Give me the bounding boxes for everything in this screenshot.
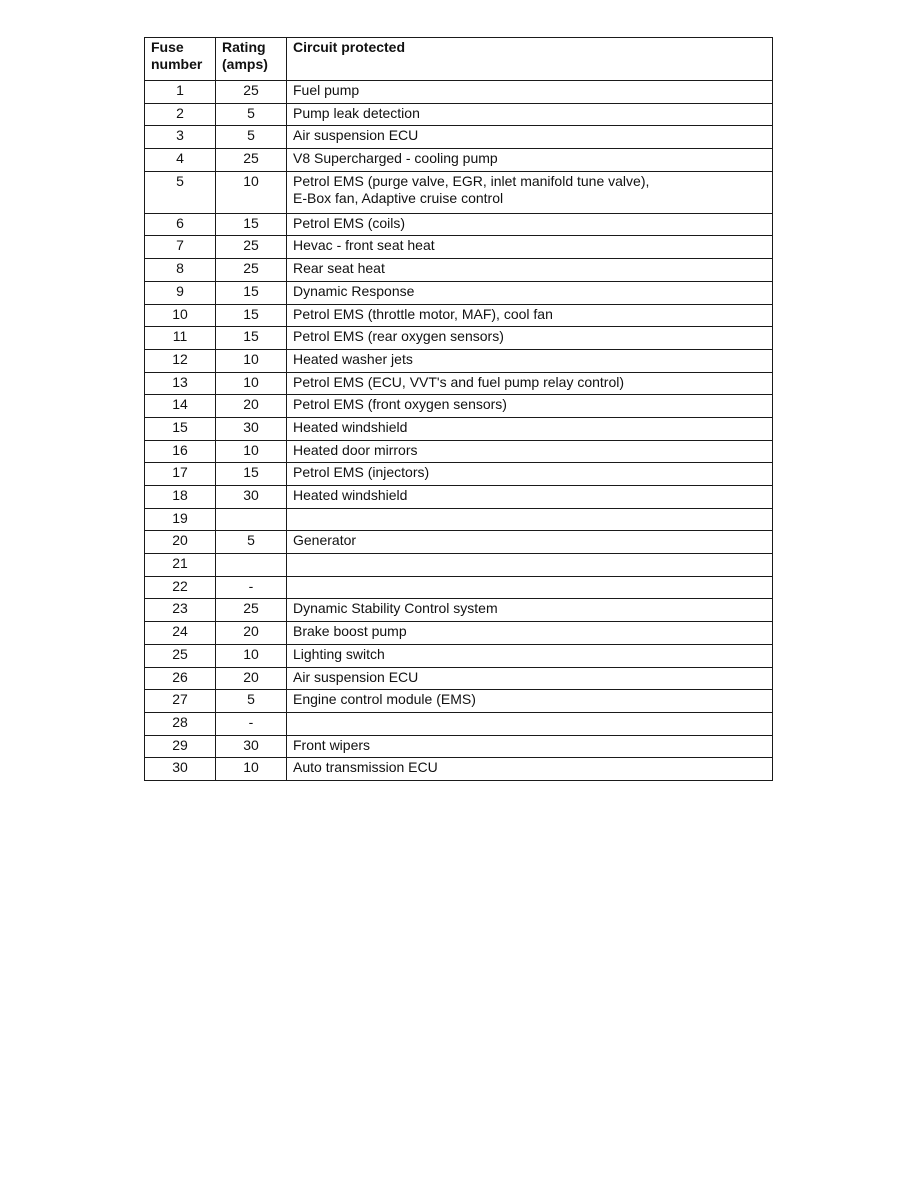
circuit-cell: Rear seat heat — [287, 259, 773, 282]
fuse-number-cell: 18 — [145, 486, 216, 509]
table-row — [145, 281, 773, 304]
rating-cell: 30 — [216, 735, 287, 758]
table-row — [145, 304, 773, 327]
fuse-number-cell: 20 — [145, 531, 216, 554]
rating-cell: 15 — [216, 304, 287, 327]
rating-cell: 5 — [216, 103, 287, 126]
rating-cell: 20 — [216, 667, 287, 690]
fuse-number-cell: 27 — [145, 690, 216, 713]
rating-cell: 5 — [216, 531, 287, 554]
table-row — [145, 599, 773, 622]
circuit-cell: Heated windshield — [287, 486, 773, 509]
circuit-cell: Lighting switch — [287, 644, 773, 667]
rating-cell: 10 — [216, 440, 287, 463]
fuse-number-cell: 30 — [145, 758, 216, 781]
circuit-line-1: Petrol EMS (purge valve, EGR, inlet manifold tune valve), — [293, 172, 650, 189]
table-row — [145, 554, 773, 577]
rating-cell: 5 — [216, 690, 287, 713]
table-row — [145, 417, 773, 440]
circuit-cell — [287, 171, 773, 213]
table-row — [145, 667, 773, 690]
rating-cell: 15 — [216, 463, 287, 486]
table-row — [145, 622, 773, 645]
table-row — [145, 259, 773, 282]
rating-cell: 10 — [216, 644, 287, 667]
fuse-number-cell: 28 — [145, 712, 216, 735]
table-row — [145, 758, 773, 781]
table-row — [145, 103, 773, 126]
fuse-number-cell: 9 — [145, 281, 216, 304]
fuse-number-cell: 2 — [145, 103, 216, 126]
table-row — [145, 531, 773, 554]
fuse-number-cell: 1 — [145, 81, 216, 104]
fuse-number-cell: 22 — [145, 576, 216, 599]
circuit-cell: Petrol EMS (throttle motor, MAF), cool fan — [287, 304, 773, 327]
table-row — [145, 486, 773, 509]
table-row — [145, 395, 773, 418]
rating-cell: 30 — [216, 417, 287, 440]
circuit-cell: Hevac - front seat heat — [287, 236, 773, 259]
table-row — [145, 440, 773, 463]
table-row — [145, 149, 773, 172]
circuit-cell — [287, 554, 773, 577]
circuit-cell: Petrol EMS (coils) — [287, 213, 773, 236]
table-row — [145, 81, 773, 104]
circuit-cell: Brake boost pump — [287, 622, 773, 645]
table-row — [145, 349, 773, 372]
circuit-cell: Dynamic Stability Control system — [287, 599, 773, 622]
fuse-number-cell: 6 — [145, 213, 216, 236]
fuse-number-cell: 29 — [145, 735, 216, 758]
rating-cell: 20 — [216, 622, 287, 645]
fuse-number-cell: 16 — [145, 440, 216, 463]
circuit-cell: V8 Supercharged - cooling pump — [287, 149, 773, 172]
rating-cell: 30 — [216, 486, 287, 509]
fuse-number-cell: 21 — [145, 554, 216, 577]
fuse-table — [144, 37, 773, 781]
circuit-cell: Heated windshield — [287, 417, 773, 440]
circuit-cell — [287, 508, 773, 531]
circuit-cell: Heated door mirrors — [287, 440, 773, 463]
fuse-number-cell: 24 — [145, 622, 216, 645]
table-row — [145, 644, 773, 667]
rating-cell: 20 — [216, 395, 287, 418]
circuit-cell: Pump leak detection — [287, 103, 773, 126]
rating-cell: 15 — [216, 281, 287, 304]
circuit-cell: Auto transmission ECU — [287, 758, 773, 781]
table-row — [145, 735, 773, 758]
header-fuse-number: Fuse number — [145, 38, 216, 81]
circuit-cell: Air suspension ECU — [287, 126, 773, 149]
table-row — [145, 327, 773, 350]
table-row — [145, 712, 773, 735]
rating-cell: 10 — [216, 349, 287, 372]
rating-cell: - — [216, 712, 287, 735]
rating-cell: 25 — [216, 236, 287, 259]
rating-cell: 15 — [216, 327, 287, 350]
fuse-number-cell: 5 — [145, 171, 216, 213]
rating-cell: - — [216, 576, 287, 599]
rating-cell: 10 — [216, 372, 287, 395]
circuit-cell: Fuel pump — [287, 81, 773, 104]
circuit-cell: Petrol EMS (front oxygen sensors) — [287, 395, 773, 418]
fuse-number-cell: 12 — [145, 349, 216, 372]
circuit-cell: Front wipers — [287, 735, 773, 758]
fuse-number-cell: 19 — [145, 508, 216, 531]
circuit-cell — [287, 576, 773, 599]
fuse-number-cell: 14 — [145, 395, 216, 418]
circuit-cell — [287, 712, 773, 735]
table-row — [145, 508, 773, 531]
fuse-number-cell: 4 — [145, 149, 216, 172]
circuit-line-2: E-Box fan, Adaptive cruise control — [293, 189, 504, 206]
rating-cell: 5 — [216, 126, 287, 149]
table-row — [145, 463, 773, 486]
fuse-number-cell: 10 — [145, 304, 216, 327]
fuse-number-cell: 23 — [145, 599, 216, 622]
circuit-cell: Petrol EMS (ECU, VVT's and fuel pump relay control) — [287, 372, 773, 395]
rating-cell: 10 — [216, 171, 287, 213]
table-row — [145, 372, 773, 395]
circuit-cell: Air suspension ECU — [287, 667, 773, 690]
rating-cell: 25 — [216, 81, 287, 104]
fuse-number-cell: 26 — [145, 667, 216, 690]
table-header-row — [145, 38, 773, 81]
rating-cell: 25 — [216, 599, 287, 622]
rating-cell — [216, 508, 287, 531]
rating-cell — [216, 554, 287, 577]
fuse-number-cell: 15 — [145, 417, 216, 440]
table-row — [145, 126, 773, 149]
circuit-cell: Dynamic Response — [287, 281, 773, 304]
fuse-number-cell: 13 — [145, 372, 216, 395]
rating-cell: 15 — [216, 213, 287, 236]
table-row — [145, 236, 773, 259]
fuse-number-cell: 3 — [145, 126, 216, 149]
header-circuit-protected: Circuit protected — [287, 38, 773, 81]
rating-cell: 25 — [216, 259, 287, 282]
fuse-number-cell: 7 — [145, 236, 216, 259]
header-rating: Rating (amps) — [216, 38, 287, 81]
fuse-number-cell: 8 — [145, 259, 216, 282]
table-row — [145, 171, 773, 213]
circuit-cell: Generator — [287, 531, 773, 554]
fuse-number-cell: 11 — [145, 327, 216, 350]
table-row — [145, 576, 773, 599]
table-row — [145, 690, 773, 713]
rating-cell: 25 — [216, 149, 287, 172]
fuse-table-body — [145, 81, 773, 781]
circuit-cell: Heated washer jets — [287, 349, 773, 372]
circuit-cell: Petrol EMS (injectors) — [287, 463, 773, 486]
rating-cell: 10 — [216, 758, 287, 781]
circuit-cell: Petrol EMS (rear oxygen sensors) — [287, 327, 773, 350]
table-row — [145, 213, 773, 236]
circuit-cell: Engine control module (EMS) — [287, 690, 773, 713]
fuse-number-cell: 17 — [145, 463, 216, 486]
fuse-number-cell: 25 — [145, 644, 216, 667]
